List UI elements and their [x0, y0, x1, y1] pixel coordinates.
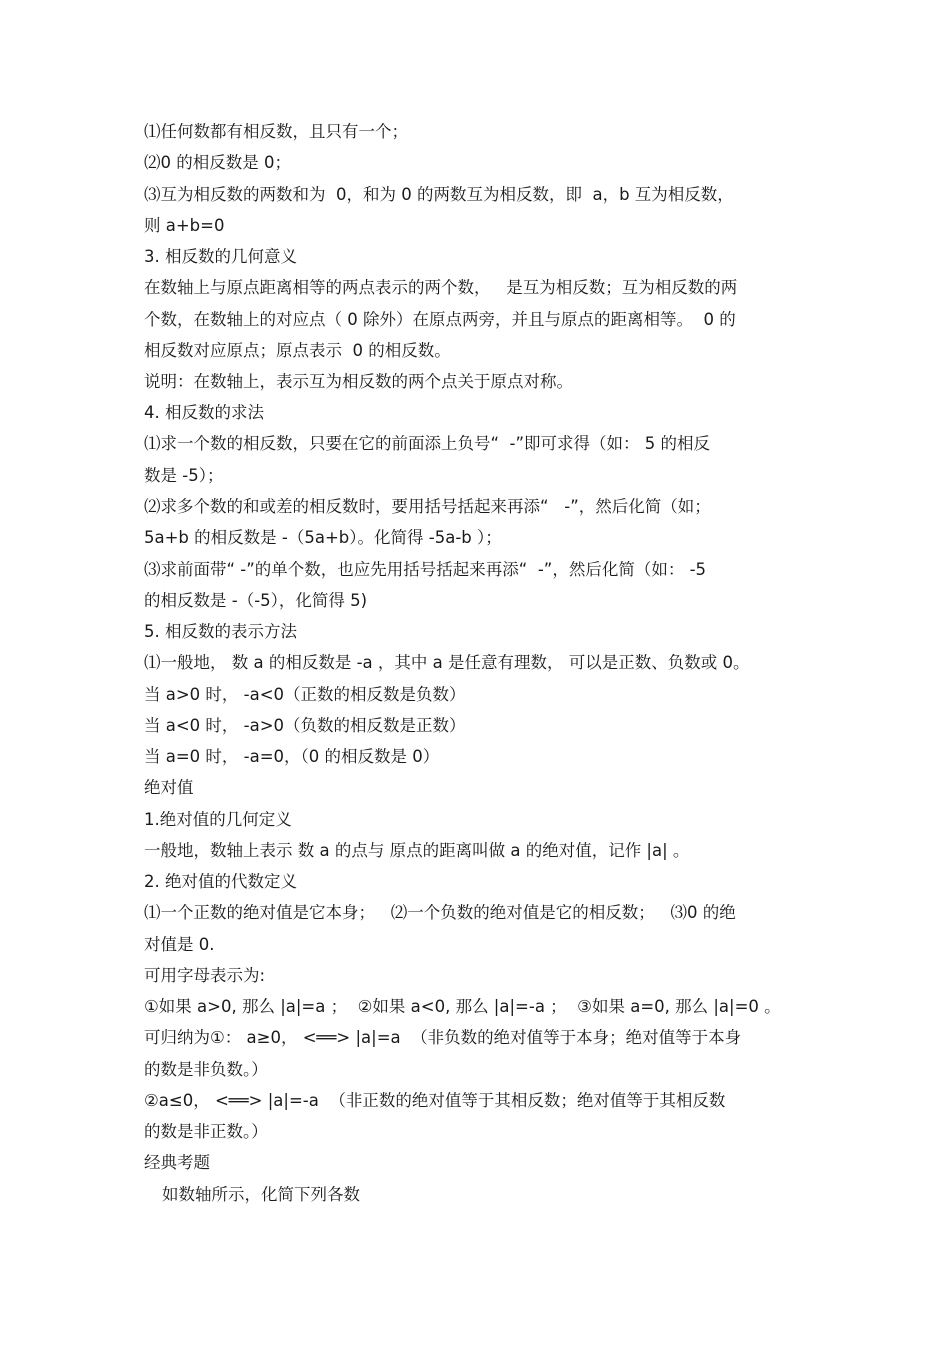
text-line: 当 a=0 时， -a=0，（0 的相反数是 0）	[144, 747, 440, 766]
text-line: ⑴一般地， 数 a 的相反数是 -a ，其中 a 是任意有理数， 可以是正数、负数或 0。	[144, 653, 750, 672]
text-line: 在数轴上与原点距离相等的两点表示的两个数， 是互为相反数；互为相反数的两	[144, 278, 738, 297]
text-line: 当 a>0 时， -a<0（正数的相反数是负数）	[144, 685, 466, 704]
text-line: 数是 -5）；	[144, 466, 224, 485]
section-heading: 绝对值	[144, 778, 194, 797]
text-line: 对值是 0.	[144, 935, 215, 954]
text-line: 则 a+b=0	[144, 216, 225, 235]
text-line: 相反数对应原点；原点表示 0 的相反数。	[144, 341, 451, 360]
text-line: 可用字母表示为:	[144, 966, 266, 985]
section-heading: 2. 绝对值的代数定义	[144, 872, 297, 891]
text-line: ⑴任何数都有相反数，且只有一个；	[144, 122, 408, 141]
section-heading: 3. 相反数的几何意义	[144, 247, 297, 266]
text-line: 的相反数是 -（-5），化简得 5)	[144, 591, 368, 610]
section-heading: 5. 相反数的表示方法	[144, 622, 297, 641]
text-line: ⑶互为相反数的两数和为 0，和为 0 的两数互为相反数，即 a，b 互为相反数，	[144, 185, 734, 204]
text-line: 当 a<0 时， -a>0（负数的相反数是正数）	[144, 716, 466, 735]
text-line: 说明：在数轴上，表示互为相反数的两个点关于原点对称。	[144, 372, 573, 391]
text-line: ⑴一个正数的绝对值是它本身； ⑵一个负数的绝对值是它的相反数； ⑶0 的绝	[144, 903, 736, 922]
text-line: ⑴求一个数的相反数，只要在它的前面添上负号“ -”即可求得（如： 5 的相反	[144, 434, 711, 453]
text-line: 的数是非正数。）	[144, 1122, 268, 1141]
text-line: 可归纳为①： a≥0， <══> |a|=a （非负数的绝对值等于本身；绝对值等于本身	[144, 1028, 742, 1047]
text-line: ①如果 a>0, 那么 |a|=a ； ②如果 a<0, 那么 |a|=-a ； ③如果 a=0, 那么 |a|=0 。	[144, 997, 781, 1016]
text-line: 如数轴所示，化简下列各数	[162, 1185, 360, 1204]
text-line: ⑶求前面带“ -”的单个数，也应先用括号括起来再添“ -”，然后化简（如： -5	[144, 560, 707, 579]
text-line: ⑵0 的相反数是 0；	[144, 153, 291, 172]
text-line: 5a+b 的相反数是 -（5a+b）。化简得 -5a-b ）；	[144, 528, 502, 547]
text-line: 个数，在数轴上的对应点（ 0 除外）在原点两旁，并且与原点的距离相等。 0 的	[144, 310, 736, 329]
text-line: 一般地，数轴上表示 数 a 的点与 原点的距离叫做 a 的绝对值，记作 |a| 。	[144, 841, 690, 860]
section-heading: 4. 相反数的求法	[144, 403, 264, 422]
text-line: 的数是非负数。）	[144, 1060, 268, 1079]
text-line: ⑵求多个数的和或差的相反数时，要用括号括起来再添“ -”，然后化简（如；	[144, 497, 711, 516]
section-heading: 1.绝对值的几何定义	[144, 810, 292, 829]
section-heading: 经典考题	[144, 1153, 210, 1172]
text-line: ②a≤0， <══> |a|=-a （非正数的绝对值等于其相反数；绝对值等于其相反数	[144, 1091, 726, 1110]
